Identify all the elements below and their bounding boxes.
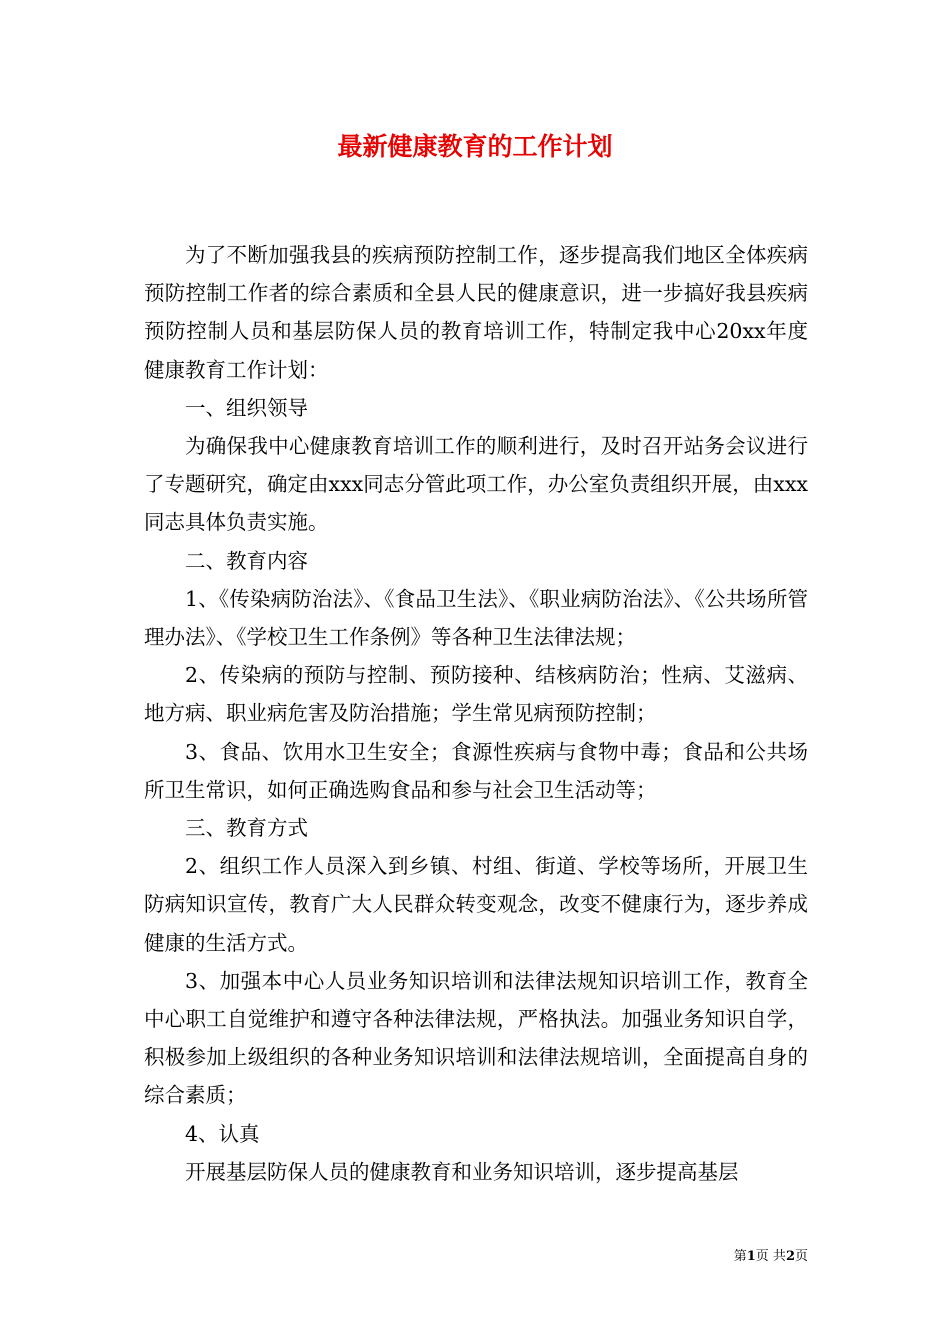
list-item-method-3: 3、加强本中心人员业务知识培训和法律法规知识培训工作，教育全中心职工自觉维护和遵守各种法律法规，严格执法。加强业务知识自学，积极参加上级组织的各种业务知识培训和法律法规培训，全面提高自身的综合素质；	[144, 968, 808, 1108]
document-title: 最新健康教育的工作计划	[337, 132, 613, 161]
paragraph-intro: 为了不断加强我县的疾病预防控制工作，逐步提高我们地区全体疾病预防控制工作者的综合素质和全县人民的健康意识，进一步搞好我县疾病预防控制人员和基层防保人员的教育培训工作，特制定我中心20xx年度健康教育工作计划：	[144, 243, 808, 382]
paragraph-organization: 为确保我中心健康教育培训工作的顺利进行，及时召开站务会议进行了专题研究，确定由xxx同志分管此项工作，办公室负责组织开展，由xxx同志具体负责实施。	[144, 434, 808, 535]
list-item-content-1: 1、《传染病防治法》、《食品卫生法》、《职业病防治法》、《公共场所管理办法》、《学校卫生工作条例》等各种卫生法律法规；	[144, 586, 808, 650]
list-item-content-3: 3、食品、饮用水卫生安全；食源性疾病与食物中毒；食品和公共场所卫生常识，如何正确选购食品和参与社会卫生活动等；	[144, 739, 808, 802]
document-body	[144, 236, 808, 1191]
page-number-footer	[734, 1245, 808, 1264]
footer-total-pages: 2	[785, 1249, 795, 1264]
section-heading-content: 二、教育内容	[185, 548, 308, 573]
paragraph-continuation: 开展基层防保人员的健康教育和业务知识培训，逐步提高基层	[185, 1159, 739, 1184]
list-item-method-4: 4、认真	[185, 1121, 260, 1146]
footer-middle: 页 共	[755, 1249, 786, 1264]
footer-suffix: 页	[794, 1249, 808, 1264]
footer-current-page: 1	[746, 1249, 756, 1264]
section-heading-method: 三、教育方式	[185, 816, 308, 841]
footer-prefix: 第	[733, 1249, 747, 1264]
section-heading-organization: 一、组织领导	[185, 395, 308, 420]
list-item-method-2: 2、组织工作人员深入到乡镇、村组、街道、学校等场所，开展卫生防病知识宣传，教育广大人民群众转变观念，改变不健康行为，逐步养成健康的生活方式。	[144, 854, 808, 955]
list-item-content-2: 2、传染病的预防与控制、预防接种、结核病防治；性病、艾滋病、地方病、职业病危害及防治措施；学生常见病预防控制；	[144, 663, 808, 726]
